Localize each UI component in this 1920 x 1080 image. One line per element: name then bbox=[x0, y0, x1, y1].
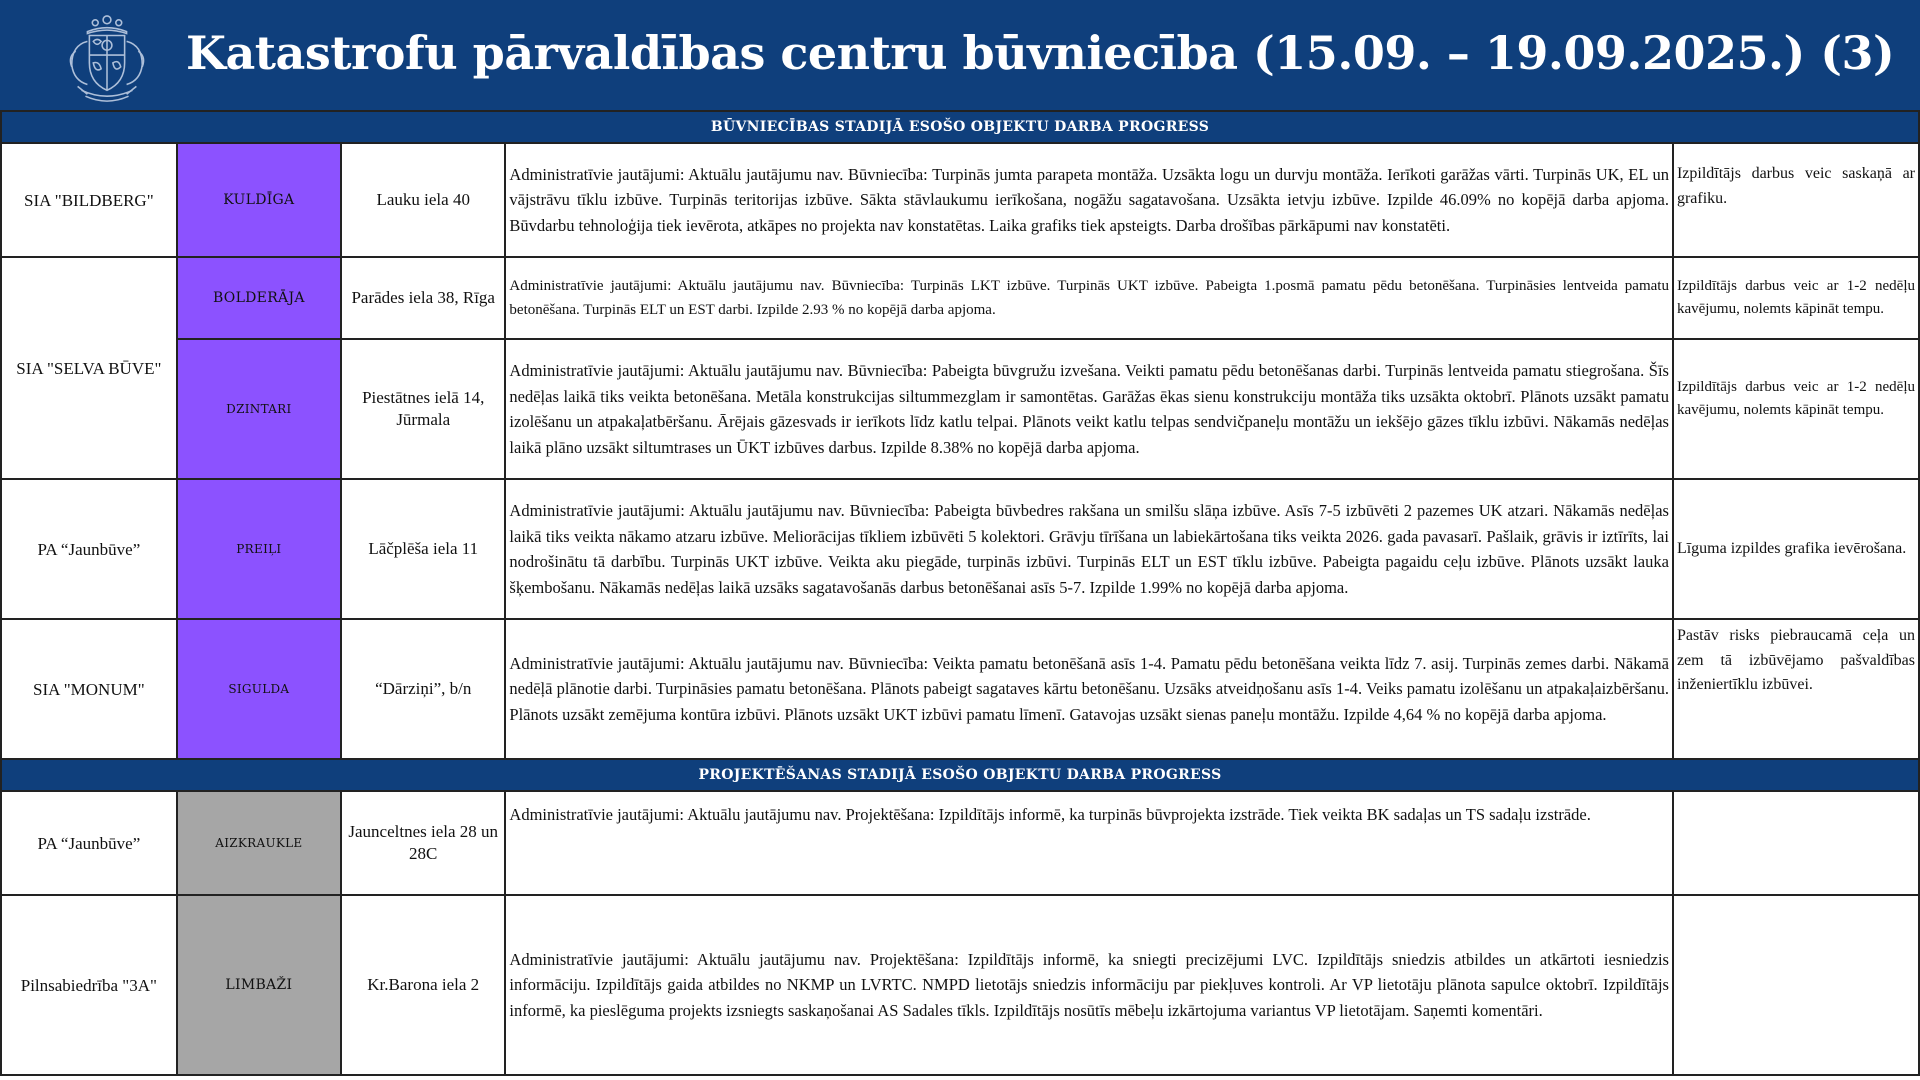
city-cell: LIMBAŽI bbox=[177, 895, 341, 1075]
section-row-construction bbox=[1, 111, 1919, 143]
table-row bbox=[1, 143, 1919, 257]
note-cell: Līguma izpildes grafika ievērošana. bbox=[1673, 479, 1919, 619]
description-cell: Administratīvie jautājumi: Aktuālu jautājumu nav. Būvniecība: Turpinās jumta parapeta montāža. Uzsākta logu un durvju montāža. Ierīkoti garāžas vārti. Turpinās UK, EL un vājstrāvu tīklu izbūve. Turpinās teritorijas izbūve. Sākta stāvlaukumu ierīkošana, nogāžu sagatavošana. Uzsākta ietvju izbūve. Izpilde 46.09% no kopējā darba apjoma. Būvdarbu tehnoloģija tiek ievērota, atkāpes no projekta nav konstatētas. Laika grafiks tiek apsteigts. Darba drošības pārkāpumi nav konstatēti. bbox=[505, 143, 1673, 257]
address-cell: Lāčplēša iela 11 bbox=[341, 479, 505, 619]
address-cell: Parādes iela 38, Rīga bbox=[341, 257, 505, 339]
city-cell: PREIĻI bbox=[177, 479, 341, 619]
note-cell: Izpildītājs darbus veic saskaņā ar grafiku. bbox=[1673, 143, 1919, 257]
page-title: Katastrofu pārvaldības centru būvniecība (15.09. – 19.09.2025.) (3) bbox=[186, 26, 1895, 80]
company-cell: SIA "SELVA BŪVE" bbox=[1, 257, 177, 479]
description-cell: Administratīvie jautājumi: Aktuālu jautājumu nav. Būvniecība: Veikta pamatu betonēšanā asīs 1-4. Pamatu pēdu betonēšana veikta līdz 7. asij. Turpinās zemes darbi. Nākamā nedēļā plānotie darbi. Turpināsies pamatu betonēšana. Plānots pabeigt sagataves kārtu betonēšanu. Uzsāks atveidņošanu asīs 1-4. Veiks pamatu izolēšanu un atpakaļaizbēršanu. Plānots uzsākt zemējuma kontūra izbūvi. Plānots uzsākt UKT izbūvi pamatu līmenī. Gatavojas uzsākt sienas paneļu montāžu. Izpilde 4,64 % no kopējā darba apjoma. bbox=[505, 619, 1673, 759]
section-row-design bbox=[1, 759, 1919, 791]
company-cell: Pilnsabiedrība "3A" bbox=[1, 895, 177, 1075]
city-cell: AIZKRAUKLE bbox=[177, 791, 341, 895]
address-cell: Kr.Barona iela 2 bbox=[341, 895, 505, 1075]
description-cell: Administratīvie jautājumi: Aktuālu jautājumu nav. Projektēšana: Izpildītājs informē, ka turpinās būvprojekta izstrāde. Tiek veikta BK sadaļas un TS sadaļu izstrāde. bbox=[505, 791, 1673, 895]
city-cell: SIGULDA bbox=[177, 619, 341, 759]
section-title-construction: BŪVNIECĪBAS STADIJĀ ESOŠO OBJEKTU DARBA PROGRESS bbox=[1, 111, 1919, 143]
note-cell: Izpildītājs darbus veic ar 1-2 nedēļu kavējumu, nolemts kāpināt tempu. bbox=[1673, 257, 1919, 339]
address-cell: “Dārziņi”, b/n bbox=[341, 619, 505, 759]
note-cell: Izpildītājs darbus veic ar 1-2 nedēļu kavējumu, nolemts kāpināt tempu. bbox=[1673, 339, 1919, 479]
city-cell: KULDĪGA bbox=[177, 143, 341, 257]
description-cell: Administratīvie jautājumi: Aktuālu jautājumu nav. Projektēšana: Izpildītājs informē, ka sniegti precizējumi LVC. Izpildītājs sniedzis atbildes un atkārtoti iesniedzis informāciju. Izpildītājs gaida atbildes no NKMP un LVRTC. NMPD lietotājs sniedzis informāciju par piekļuves kontroli. Ar VP lietotāju plānota sapulce oktobrī. Izpildītājs informē, ka pieslēguma projekts izsniegts saskaņošanai AS Sadales tīkls. Izpildītājs nosūtīs mēbeļu izkārtojuma variantus VP lietotājam. Saņemti komentāri. bbox=[505, 895, 1673, 1075]
company-cell: PA “Jaunbūve” bbox=[1, 791, 177, 895]
note-cell: Pastāv risks piebraucamā ceļa un zem tā izbūvējamo pašvaldības inženiertīklu izbūvei. bbox=[1673, 619, 1919, 759]
latvia-coat-of-arms-icon bbox=[58, 12, 156, 106]
address-cell: Piestātnes ielā 14, Jūrmala bbox=[341, 339, 505, 479]
table-row bbox=[1, 791, 1919, 895]
table-row bbox=[1, 339, 1919, 479]
progress-table bbox=[0, 110, 1920, 1076]
city-cell: BOLDERĀJA bbox=[177, 257, 341, 339]
company-cell: SIA "MONUM" bbox=[1, 619, 177, 759]
table-row bbox=[1, 619, 1919, 759]
description-cell: Administratīvie jautājumi: Aktuālu jautājumu nav. Būvniecība: Turpinās LKT izbūve. Turpinās UKT izbūve. Pabeigta 1.posmā pamatu pēdu betonēšana. Turpināsies lentveida pamatu betonēšana. Turpinās ELT un EST darbi. Izpilde 2.93 % no kopējā darba apjoma. bbox=[505, 257, 1673, 339]
table-row bbox=[1, 895, 1919, 1075]
table-row bbox=[1, 479, 1919, 619]
section-title-design: PROJEKTĒŠANAS STADIJĀ ESOŠO OBJEKTU DARBA PROGRESS bbox=[1, 759, 1919, 791]
company-cell: PA “Jaunbūve” bbox=[1, 479, 177, 619]
city-cell: DZINTARI bbox=[177, 339, 341, 479]
description-cell: Administratīvie jautājumi: Aktuālu jautājumu nav. Būvniecība: Pabeigta būvgružu izvešana. Veikti pamatu pēdu betonēšanas darbi. Turpinās lentveida pamatu stiegrošana. Šīs nedēļas laikā tiks veikta betonēšana. Metāla konstrukcijas siltummezglam ir samontētas. Garāžas ēkas sienu konstrukciju montāža tiks uzsākta oktobrī. Plānots uzsākt pamatu izolēšanu un atpakaļatbēršanu. Ārējais gāzesvads ir ierīkots līdz katlu telpai. Plānots veikt katlu telpas sendvičpaneļu montāžu un iekšējo gāzes tīklu izbūvi. Nākamās nedēļas laikā plāno uzsākt siltumtrases un ŪKT izbūves darbus. Izpilde 8.38% no kopējā darba apjoma. bbox=[505, 339, 1673, 479]
note-cell bbox=[1673, 895, 1919, 1075]
table-row bbox=[1, 257, 1919, 339]
description-cell: Administratīvie jautājumi: Aktuālu jautājumu nav. Būvniecība: Pabeigta būvbedres rakšana un smilšu slāņa izbūve. Asīs 7-5 izbūvēti 2 pazemes UK atzari. Nākamās nedēļas laikā tiks veikta nākamo atzaru izbūve. Meliorācijas tīkliem izbūvēti 5 kolektori. Grāvju tīrīšana un labiekārtošana tiks veikta 2026. gada pavasarī. Pašlaik, grāvis ir iztīrīts, lai nodrošinātu tā darbību. Turpinās UKT izbūve. Veikta aku piegāde, turpinās izbūvi. Turpinās ELT un EST tīklu izbūve. Pabeigta pagaidu ceļu izbūve. Plānots uzsākt lauka šķembošanu. Nākamās nedēļas laikā uzsāks sagatavošanās darbus betonēšanai asīs 5-7. Izpilde 1.99% no kopējā darba apjoma. bbox=[505, 479, 1673, 619]
address-cell: Jaunceltnes iela 28 un 28C bbox=[341, 791, 505, 895]
page-header bbox=[0, 0, 1920, 110]
address-cell: Lauku iela 40 bbox=[341, 143, 505, 257]
company-cell: SIA "BILDBERG" bbox=[1, 143, 177, 257]
note-cell bbox=[1673, 791, 1919, 895]
